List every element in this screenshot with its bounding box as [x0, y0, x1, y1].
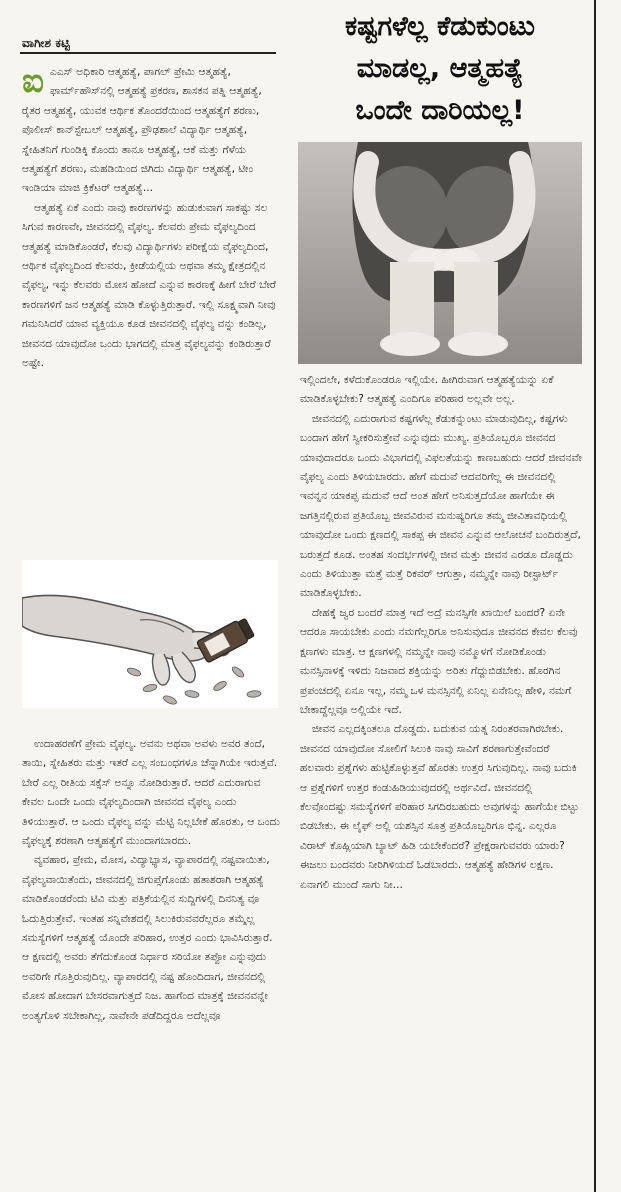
hand-pills-illustration [22, 560, 278, 708]
article-column-left-bottom [22, 734, 280, 1025]
article-column-left-top [22, 62, 280, 373]
byline: ವಾಗೀಶ ಕಟ್ಟಿ [22, 36, 71, 50]
paragraph: ದೇಹಕ್ಕೆ ಜ್ವರ ಬಂದರೆ ಮಾತ್ರ ಇದೆ ಅದ್ರೆ ಮನಸ್ಸಿಗೇ ಖಾಯಿಲೆ ಬಂದರೆ? ಏನೇ ಆದರೂ ಸಾಯಬೇಕು ಎಂದು ನಮಗೆಲ್ಲರಿಗೂ ಅನಿಸುವುದೂ ಜೀವನದ ಕೇವಲ ಕೆಲವು ಕ್ಷಣಗಳು ಮಾತ್ರ. ಆ ಕ್ಷಣಗಳಲ್ಲಿ ನಮ್ಮನ್ನೇ ನಾವು ನಮ್ಮೊಳಗೆ ನೋಡಿಕೊಂಡು ಮನಸ್ಸಿನಾಳಕ್ಕೆ ಇಳಿದು ನಿಜವಾದ ಶಕ್ತಿಯನ್ನು ಅರಿತು ಗೆದ್ದುಬಿಡಬೇಕು. ಹೊರಗಿನ ಪ್ರಪಂಚದಲ್ಲಿ ಏನೂ ಇಲ್ಲ, ನಮ್ಮ ಒಳ ಮನಸ್ಸಿನಲ್ಲಿ ಏನಿಲ್ಲ ಏನೇನಿಲ್ಲ ಹೇಳಿ, ನಮಗೆ ಬೇಕಾದ್ದೆಲ್ಲವೂ ಅಲ್ಲಿಯೇ ಇದೆ. [300, 605, 578, 716]
sad-woman-photo [298, 142, 582, 364]
paragraph: ಜೀವನ ಎಲ್ಲದಕ್ಕಿಂತಲೂ ದೊಡ್ಡದು. ಬದುಕುವ ಯತ್ನ ನಿರಂತರವಾಗಿರಬೇಕು. ಜೀವನದ ಯಾವುದೋ ಸೋಲಿಗೆ ಸಿಲುಕಿ ನಾವು ಸಾವಿಗೆ ಶರಣಾಗುತ್ತೇವೆಂದರೆ ಹಲವಾರು ಪ್ರಶ್ನೆಗಳು ಹುಟ್ಟಿಕೊಳ್ಳುತ್ತವೆ ಹೊರತು ಉತ್ತರ ಸಿಗುವುದಿಲ್ಲ. ನಾವು ಬದುಕಿ ಆ ಪ್ರಶ್ನೆಗಳಿಗೆ ಉತ್ತರ ಕಂಡುಹಿಡಿಯುವುದರಲ್ಲಿ ಅರ್ಥವಿದೆ. ಜೀವನದಲ್ಲಿ ಕೆಲವೊಂದಷ್ಟು ಸಮಸ್ಯೆಗಳಿಗೆ ಪರಿಹಾರ ಸಿಗದಿರಬಹುದು ಅವುಗಳನ್ನು ಹಾಗೆಯೇ ಬಿಟ್ಟು ಬಿಡಬೇಕು. ಈ ಲೈಫ್ ಅಲ್ಲಿ ಯಶಸ್ಸಿನ ಸೂತ್ರ ಪ್ರತಿಯೊಬ್ಬರಿಗೂ ಭಿನ್ನ. ಎಲ್ಲರೂ ವಿರಾಟ್ ಕೊಹ್ಲಿಯಾಗಿ ಬ್ಯಾಟ್ ಹಿಡಿ ಯಬೇಕೆಂದರೆ? ಪ್ರೇಕ್ಷರಾಗುವವರು ಯಾರು? ಈಜಲು ಬಂದವರು ನೀರಿಗಿಳಿಯದೆ ಓಡಬಾರದು. ಆತ್ಮಹತ್ಯೆ ಹೇಡಿಗಳ ಲಕ್ಷಣ. ಏನಾಗಲಿ ಮುಂದೆ ಸಾಗು ನೀ... [300, 722, 579, 891]
paragraph: ವ್ಯವಹಾರ, ಪ್ರೇಮ, ಮೋಸ, ವಿದ್ಯಾಭ್ಯಾಸ, ವ್ಯಾಪಾರದಲ್ಲಿ ನಷ್ಟವಾಯಿತು, ವೈಫಲ್ಯವಾಯಿತೆಂದು, ಜೀವನದಲ್ಲಿ ಜಿಗುಪ್ಸೆಗೊಂಡು ಹತಾಶರಾಗಿ ಆತ್ಮಹತ್ಯೆ ಮಾಡಿಕೊಂಡರೆಂದು ಟಿವಿ ಮತ್ತು ಪತ್ರಿಕೆಯಲ್ಲಿನ ಸುದ್ದಿಗಳಲ್ಲಿ ದಿನನಿತ್ಯ ವೂ ಓದುತ್ತಿರುತ್ತೇವೆ. ಇಂತಹ ಸನ್ನಿವೇಶದಲ್ಲಿ ಸಿಲುಕಿರುವವರೆಲ್ಲರೂ ತಮ್ಮೆಲ್ಲ ಸಮಸ್ಯೆಗಳಿಗೆ ಆತ್ಮಹತ್ಯೆ ಯೊಂದೇ ಪರಿಹಾರ, ಉತ್ತರ ಎಂದು ಭಾವಿಸಿರುತ್ತಾರೆ. ಆ ಕ್ಷಣದಲ್ಲಿ ಅವರು ತೆಗೆದುಕೊಂಡ ನಿರ್ಧಾರ ಸರಿಯೋ ತಪ್ಪೋ ಎನ್ನುವುದು ಅವರಿಗೇ ಗೊತ್ತಿರುವುದಿಲ್ಲ. ವ್ಯಾಪಾರದಲ್ಲಿ ನಷ್ಟ ಹೊಂದಿದಾಗ, ಜೀವನದಲ್ಲಿ ಮೋಸ ಹೋದಾಗ ಬೇಸರವಾಗುತ್ತದೆ ನಿಜ. ಹಾಗೆಂದ ಮಾತ್ರಕ್ಕೆ ಜೀವನವನ್ನೇ ಅಂತ್ಯಗೊಳಿ ಸಬೇಕಾಗಿಲ್ಲ, ನಾವೇನೇ ಪಡೆದಿದ್ದರೂ ಅದೆಲ್ಲವೂ [22, 853, 273, 1022]
drop-cap: ಐ [22, 61, 44, 101]
article-column-right [300, 370, 582, 894]
headline-line-2: ಮಾಡಲ್ಲ, ಆತ್ಮಹತ್ಯೆ [356, 53, 524, 84]
headline-line-1: ಕಷ್ಟಗಳೆಲ್ಲ ಕೆಡುಕುಂಟು [345, 11, 535, 42]
paragraph: ಇಲ್ಲಿಂದಲೇ, ಕಳೆದುಕೊಂಡರೂ ಇಲ್ಲಿಯೇ. ಹೀಗಿರುವಾಗ ಆತ್ಮಹತ್ಯೆಯನ್ನು ಏಕೆ ಮಾಡಿಕೊಳ್ಳಬೇಕು? ಆತ್ಮಹತ್ಯೆ ಎಂದಿಗೂ ಪರಿಹಾರ ಅಲ್ಲವೇ ಅಲ್ಲ. [300, 373, 554, 406]
column-rule [594, 0, 596, 1192]
hand-pills-image [22, 560, 278, 708]
headline-line-3: ಒಂದೇ ದಾರಿಯಲ್ಲ! [355, 95, 525, 126]
paragraph: ಉದಾಹರಣೆಗೆ ಪ್ರೇಮ ವೈಫಲ್ಯ. ಅವನು ಅಥವಾ ಅವಳು ಅವರ ತಂದೆ, ತಾಯಿ, ಸ್ನೇಹಿತರು ಮತ್ತು ಇತರೆ ಎಲ್ಲ ಸಂಬಂಧಗಳೂ ಚೆನ್ನಾಗಿಯೇ ಇರುತ್ತವೆ. ಬೇರೆ ಎಲ್ಲ ರೀತಿಯ ಸಕ್ಸೆಸ್ ಅನ್ನೂ ನೋಡಿರುತ್ತಾರೆ. ಆದರೆ ಎದುರಾಗುವ ಕೇವಲ ಒಂದೇ ಒಂದು ವೈಫಲ್ಯದಿಂದಾಗಿ ಜೀವನದ ವೈಫಲ್ಯ ಎಂದು ತಿಳಿಯುತ್ತಾರೆ. ಆ ಒಂದು ವೈಫಲ್ಯ ವನ್ನು ಮೆಟ್ಟಿ ನಿಲ್ಲಬೇಕೆ ಹೊರತು, ಆ ಒಂದು ವೈಫಲ್ಯಕ್ಕೆ ಶರಣಾಗಿ ಆತ್ಮಹತ್ಯೆಗೆ ಮುಂದಾಗಬಾರದು. [22, 737, 280, 848]
paragraph: ಎಎಸ್ ಅಧಿಕಾರಿ ಆತ್ಮಹತ್ಯೆ, ಪಾಗಲ್ ಪ್ರೇಮಿ ಆತ್ಮಹತ್ಯೆ, ಫಾರ್ಮ್‌ಹೌಸ್‌ನಲ್ಲಿ ಆತ್ಮಹತ್ಯೆ ಪ್ರಕರಣ, ಶಾಸಕನ ಪತ್ನಿ ಆತ್ಮಹತ್ಯೆ, ರೈತರ ಆತ್ಮಹತ್ಯೆ, ಯುವಕ ಆರ್ಥಿಕ ತೊಂದರೆಯಿಂದ ಆತ್ಮಹತ್ಯೆಗೆ ಶರಣು, ಪೊಲೀಸ್ ಕಾನ್‌ಸ್ಟೇಬಲ್ ಆತ್ಮಹತ್ಯೆ, ಪ್ರೌಢಶಾಲೆ ವಿದ್ಯಾರ್ಥಿ ಆತ್ಮಹತ್ಯೆ, ಸ್ನೇಹಿತನಿಗೆ ಗುಂಡಿಕ್ಕಿ ಕೊಂದು ತಾನೂ ಆತ್ಮಹತ್ಯೆ, ಆಕೆ ಮತ್ತು ಗೆಳೆಯ ಆತ್ಮಹತ್ಯೆಗೆ ಶರಣು, ಮಹಡಿಯಿಂದ ಜಿಗಿದು ವಿದ್ಯಾರ್ಥಿ ಆತ್ಮಹತ್ಯೆ, ಟೀಂ ಇಂಡಿಯಾ ಮಾಜಿ ಕ್ರಿಕೆಟರ್ ಆತ್ಮಹತ್ಯೆ... [22, 65, 262, 195]
headline [300, 6, 580, 132]
paragraph: ಜೀವನದಲ್ಲಿ ಎದುರಾಗುವ ಕಷ್ಟಗಳೆಲ್ಲ ಕೆಡುಕನ್ನುಂಟು ಮಾಡುವುದಿಲ್ಲ, ಕಷ್ಟಗಳು ಬಂದಾಗ ಹೇಗೆ ಸ್ವೀಕರಿಸುತ್ತೇವೆ ಎನ್ನುವುದು ಮುಖ್ಯ. ಪ್ರತಿಯೊಬ್ಬರೂ ಜೀವನದ ಯಾವುದಾದರೂ ಒಂದು ವಿಭಾಗದಲ್ಲಿ ವಿಫಲತೆಯನ್ನು ಕಾಣಬಹುದು ಆದರೆ ಜೀವನವೇ ವೈಫಲ್ಯ ಎಂದು ತಿಳಿಯಬಾರದು. ಹೇಗೆ ಮದುವೆ ಆದವರಿಗೆಲ್ಲ ಈ ಜೀವನದಲ್ಲಿ ಇವನ್ನನ ಯಾಕಪ್ಪ ಮದುವೆ ಆದೆ ಅಂತ ಹೇಗೆ ಅನಿಸುತ್ತದೆಯೋ ಹಾಗೆಯೇ ಈ ಜಗತ್ತಿನಲ್ಲಿರುವ ಪ್ರತಿಯೊಬ್ಬ ಜೀವವಿರುವ ಮನುಷ್ಯರಿಗೂ ತಮ್ಮ ಜೀವಿತಾವಧಿಯಲ್ಲಿ ಯಾವುದೋ ಒಂದು ಕ್ಷಣದಲ್ಲಿ ಸಾಕಪ್ಪ ಈ ಜೀವನ ಎನ್ನುವ ಆಲೋಚನೆ ಬಂದಿರುತ್ತದೆ, ಬರುತ್ತದೆ ಕೂಡ. ಅಂತಹ ಸಂದರ್ಭಗಳಲ್ಲಿ ಜೀವ ಮತ್ತು ಜೀವನ ಎರಡೂ ದೊಡ್ಡದು ಎಂದು ತಿಳಿಯುತ್ತಾ ಮತ್ತೆ ಮತ್ತೆ ರಿಕವರ್ ಆಗುತ್ತಾ, ನಮ್ಮನ್ನೇ ನಾವು ರೀಸ್ಟಾರ್ಟ್ ಮಾಡಿಕೊಳ್ಳಬೇಕು. [300, 411, 582, 600]
byline-rule [20, 52, 276, 54]
sad-woman-illustration [298, 142, 582, 364]
paragraph: ಆತ್ಮಹತ್ಯೆ ಏಕೆ ಎಂದು ನಾವು ಕಾರಣಗಳನ್ನು ಹುಡುಕುವಾಗ ಸಾಕಷ್ಟು ಸಲ ಸಿಗುವ ಕಾರಣವೇ, ಜೀವನದಲ್ಲಿ ವೈಫಲ್ಯ. ಕೆಲವರು ಪ್ರೇಮ ವೈಫಲ್ಯದಿಂದ ಆತ್ಮಹತ್ಯೆ ಮಾಡಿಕೊಂಡರೆ, ಕೆಲವು ವಿದ್ಯಾರ್ಥಿಗಳು ಪರೀಕ್ಷೆಯ ವೈಫಲ್ಯದಿಂದ, ಆರ್ಥಿಕ ವೈಫಲ್ಯದಿಂದ ಕೆಲವರು, ಕ್ರೀಡೆಯಲ್ಲಿಯ ಅಥವಾ ತಮ್ಮ ಕ್ಷೇತ್ರದಲ್ಲಿನ ವೈಫಲ್ಯ, ಇನ್ನು ಕೆಲವರು ಮೋಸ ಹೋದೆ ಎನ್ನುವ ಕಾರಣಕ್ಕೆ ಹೀಗೆ ಬೇರೆ ಬೇರೆ ಕಾರಣಗಳಿಗೆ ಜನ ಆತ್ಮಹತ್ಯೆ ಮಾಡಿ ಕೊಳ್ಳುತ್ತಿರುತ್ತಾರೆ. ಇಲ್ಲಿ ಸೂಕ್ಷ್ಮವಾಗಿ ನೀವು ಗಮನಿಸಿದರೆ ಯಾವ ವ್ಯಕ್ತಿಯೂ ಕೂಡ ಜೀವನದಲ್ಲಿ ವೈಫಲ್ಯ ವನ್ನು ಕಂಡಿಲ್ಲ, ಜೀವನದ ಯಾವುದೋ ಒಂದು ಭಾಗದಲ್ಲಿ ಮಾತ್ರ ವೈಫಲ್ಯವನ್ನು ಕಂಡಿರುತ್ತಾರೆ ಅಷ್ಟೇ. [22, 200, 276, 370]
